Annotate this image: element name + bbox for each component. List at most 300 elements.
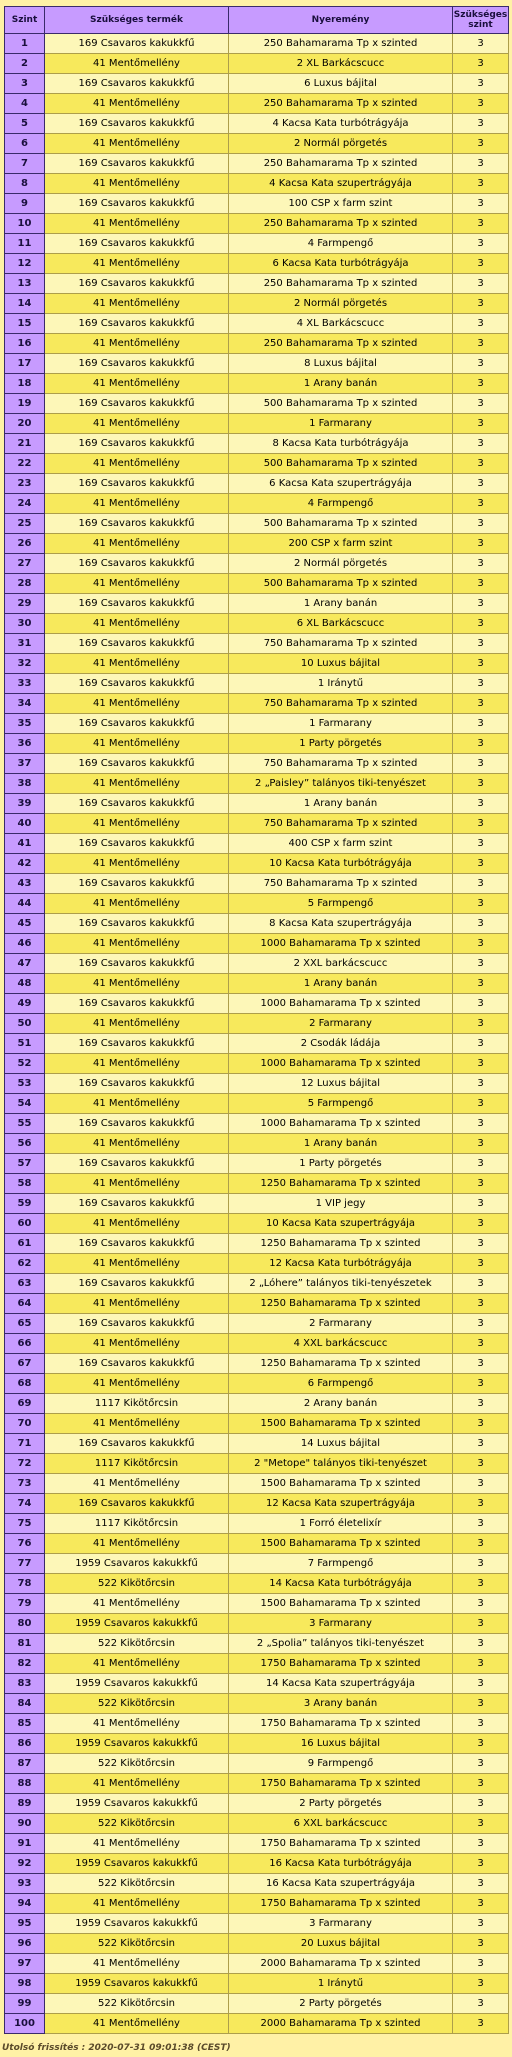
required-level-cell: 3 (453, 754, 509, 774)
level-cell: 65 (5, 1314, 45, 1334)
product-cell: 169 Csavaros kakukkfű (45, 114, 229, 134)
table-row (5, 1794, 509, 1814)
table-row (5, 1874, 509, 1894)
product-cell: 169 Csavaros kakukkfű (45, 1154, 229, 1174)
product-cell: 169 Csavaros kakukkfű (45, 594, 229, 614)
last-updated: Utolsó frissítés : 2020-07-31 09:01:38 (CEST) (2, 2043, 231, 2053)
prize-cell: 1 Arany banán (229, 374, 453, 394)
required-level-cell: 3 (453, 894, 509, 914)
level-cell: 62 (5, 1254, 45, 1274)
product-cell: 169 Csavaros kakukkfű (45, 274, 229, 294)
prize-cell: 2 Csodák ládája (229, 1034, 453, 1054)
prize-cell: 1 Arany banán (229, 794, 453, 814)
product-cell: 169 Csavaros kakukkfű (45, 994, 229, 1014)
required-level-cell: 3 (453, 474, 509, 494)
product-cell: 522 Kikötőrcsin (45, 1874, 229, 1894)
level-cell: 25 (5, 514, 45, 534)
product-cell: 41 Mentőmellény (45, 1174, 229, 1194)
prize-cell: 5 Farmpengő (229, 894, 453, 914)
level-cell: 91 (5, 1834, 45, 1854)
prize-cell: 6 XXL barkácscucc (229, 1814, 453, 1834)
table-row (5, 1634, 509, 1654)
product-cell: 41 Mentőmellény (45, 1894, 229, 1914)
level-cell: 70 (5, 1414, 45, 1434)
product-cell: 1959 Csavaros kakukkfű (45, 1794, 229, 1814)
prize-cell: 250 Bahamarama Tp x szinted (229, 154, 453, 174)
product-cell: 169 Csavaros kakukkfű (45, 674, 229, 694)
prize-cell: 1 Arany banán (229, 594, 453, 614)
required-level-cell: 3 (453, 1214, 509, 1234)
level-cell: 23 (5, 474, 45, 494)
table-row (5, 114, 509, 134)
required-level-cell: 3 (453, 1234, 509, 1254)
prize-cell: 3 Farmarany (229, 1914, 453, 1934)
product-cell: 1117 Kikötőrcsin (45, 1454, 229, 1474)
table-row (5, 734, 509, 754)
required-level-cell: 3 (453, 994, 509, 1014)
level-cell: 68 (5, 1374, 45, 1394)
level-cell: 30 (5, 614, 45, 634)
table-row (5, 314, 509, 334)
required-level-cell: 3 (453, 814, 509, 834)
prize-cell: 1250 Bahamarama Tp x szinted (229, 1234, 453, 1254)
required-level-cell: 3 (453, 514, 509, 534)
level-cell: 66 (5, 1334, 45, 1354)
level-cell: 90 (5, 1814, 45, 1834)
prize-cell: 1250 Bahamarama Tp x szinted (229, 1354, 453, 1374)
level-cell: 52 (5, 1054, 45, 1074)
prize-cell: 750 Bahamarama Tp x szinted (229, 754, 453, 774)
product-cell: 522 Kikötőrcsin (45, 1994, 229, 2014)
table-row (5, 694, 509, 714)
level-cell: 61 (5, 1234, 45, 1254)
product-cell: 41 Mentőmellény (45, 614, 229, 634)
prize-cell: 2 Arany banán (229, 1394, 453, 1414)
table-row (5, 554, 509, 574)
required-level-cell: 3 (453, 1834, 509, 1854)
level-cell: 26 (5, 534, 45, 554)
prize-cell: 2 "Metope" talányos tiki-tenyészet (229, 1454, 453, 1474)
prize-cell: 10 Kacsa Kata turbótrágyája (229, 854, 453, 874)
required-level-cell: 3 (453, 554, 509, 574)
required-level-cell: 3 (453, 314, 509, 334)
product-cell: 41 Mentőmellény (45, 1334, 229, 1354)
table-row (5, 1954, 509, 1974)
table-row (5, 354, 509, 374)
required-level-cell: 3 (453, 1454, 509, 1474)
product-cell: 169 Csavaros kakukkfű (45, 914, 229, 934)
table-row (5, 614, 509, 634)
required-level-cell: 3 (453, 1554, 509, 1574)
table-row (5, 1334, 509, 1354)
required-level-cell: 3 (453, 1974, 509, 1994)
table-row (5, 214, 509, 234)
table-row (5, 1854, 509, 1874)
header-row (5, 7, 509, 34)
level-cell: 12 (5, 254, 45, 274)
table-row (5, 1214, 509, 1234)
product-cell: 522 Kikötőrcsin (45, 1814, 229, 1834)
product-cell: 1117 Kikötőrcsin (45, 1514, 229, 1534)
table-row (5, 1454, 509, 1474)
level-cell: 19 (5, 394, 45, 414)
prize-cell: 6 Kacsa Kata szupertrágyája (229, 474, 453, 494)
level-cell: 78 (5, 1574, 45, 1594)
required-level-cell: 3 (453, 1354, 509, 1374)
table-row (5, 1054, 509, 1074)
required-level-cell: 3 (453, 414, 509, 434)
table-row (5, 34, 509, 54)
product-cell: 522 Kikötőrcsin (45, 1694, 229, 1714)
required-level-cell: 3 (453, 1034, 509, 1054)
prize-cell: 3 Farmarany (229, 1614, 453, 1634)
product-cell: 41 Mentőmellény (45, 534, 229, 554)
required-level-cell: 3 (453, 1414, 509, 1434)
table-row (5, 94, 509, 114)
level-cell: 89 (5, 1794, 45, 1814)
required-level-cell: 3 (453, 194, 509, 214)
required-level-cell: 3 (453, 1854, 509, 1874)
table-row (5, 74, 509, 94)
product-cell: 41 Mentőmellény (45, 1834, 229, 1854)
level-cell: 75 (5, 1514, 45, 1534)
prize-cell: 12 Luxus bájital (229, 1074, 453, 1094)
level-cell: 58 (5, 1174, 45, 1194)
level-cell: 48 (5, 974, 45, 994)
table-row (5, 994, 509, 1014)
required-level-cell: 3 (453, 374, 509, 394)
table-row (5, 1534, 509, 1554)
required-level-cell: 3 (453, 574, 509, 594)
level-cell: 36 (5, 734, 45, 754)
product-cell: 522 Kikötőrcsin (45, 1754, 229, 1774)
table-row (5, 1914, 509, 1934)
table-row (5, 514, 509, 534)
table-row (5, 654, 509, 674)
product-cell: 169 Csavaros kakukkfű (45, 154, 229, 174)
level-cell: 53 (5, 1074, 45, 1094)
table-row (5, 634, 509, 654)
product-cell: 41 Mentőmellény (45, 774, 229, 794)
prize-cell: 250 Bahamarama Tp x szinted (229, 214, 453, 234)
prize-cell: 1500 Bahamarama Tp x szinted (229, 1414, 453, 1434)
level-cell: 69 (5, 1394, 45, 1414)
prize-cell: 2 „Paisley” talányos tiki-tenyészet (229, 774, 453, 794)
prize-cell: 2 „Spolia” talányos tiki-tenyészet (229, 1634, 453, 1654)
required-level-cell: 3 (453, 734, 509, 754)
prize-cell: 14 Kacsa Kata szupertrágyája (229, 1674, 453, 1694)
prize-cell: 12 Kacsa Kata turbótrágyája (229, 1254, 453, 1274)
required-level-cell: 3 (453, 1514, 509, 1534)
product-cell: 41 Mentőmellény (45, 254, 229, 274)
prize-cell: 1750 Bahamarama Tp x szinted (229, 1774, 453, 1794)
level-cell: 50 (5, 1014, 45, 1034)
product-cell: 41 Mentőmellény (45, 1594, 229, 1614)
product-cell: 41 Mentőmellény (45, 1714, 229, 1734)
prize-cell: 4 XXL barkácscucc (229, 1334, 453, 1354)
prize-cell: 1 Forró életelixír (229, 1514, 453, 1534)
table-body (5, 34, 509, 2034)
level-cell: 100 (5, 2014, 45, 2034)
prize-cell: 1 Iránytű (229, 1974, 453, 1994)
prize-cell: 7 Farmpengő (229, 1554, 453, 1574)
required-level-cell: 3 (453, 1494, 509, 1514)
table-row (5, 1354, 509, 1374)
product-cell: 1959 Csavaros kakukkfű (45, 1614, 229, 1634)
required-level-cell: 3 (453, 714, 509, 734)
level-cell: 11 (5, 234, 45, 254)
product-cell: 41 Mentőmellény (45, 1534, 229, 1554)
product-cell: 169 Csavaros kakukkfű (45, 874, 229, 894)
product-cell: 169 Csavaros kakukkfű (45, 1194, 229, 1214)
product-cell: 169 Csavaros kakukkfű (45, 194, 229, 214)
product-cell: 169 Csavaros kakukkfű (45, 234, 229, 254)
level-cell: 73 (5, 1474, 45, 1494)
required-level-cell: 3 (453, 614, 509, 634)
table-row (5, 594, 509, 614)
required-level-cell: 3 (453, 94, 509, 114)
level-cell: 47 (5, 954, 45, 974)
required-level-cell: 3 (453, 794, 509, 814)
prize-cell: 1 Party pörgetés (229, 1154, 453, 1174)
table-row (5, 934, 509, 954)
required-level-cell: 3 (453, 634, 509, 654)
level-cell: 2 (5, 54, 45, 74)
table-row (5, 714, 509, 734)
prize-cell: 4 Kacsa Kata szupertrágyája (229, 174, 453, 194)
product-cell: 1959 Csavaros kakukkfű (45, 1854, 229, 1874)
level-cell: 32 (5, 654, 45, 674)
product-cell: 169 Csavaros kakukkfű (45, 354, 229, 374)
table-row (5, 754, 509, 774)
level-cell: 16 (5, 334, 45, 354)
prize-cell: 2000 Bahamarama Tp x szinted (229, 1954, 453, 1974)
table-row (5, 574, 509, 594)
product-cell: 169 Csavaros kakukkfű (45, 1074, 229, 1094)
product-cell: 41 Mentőmellény (45, 974, 229, 994)
prize-cell: 1750 Bahamarama Tp x szinted (229, 1894, 453, 1914)
product-cell: 41 Mentőmellény (45, 1414, 229, 1434)
level-cell: 87 (5, 1754, 45, 1774)
required-level-cell: 3 (453, 1254, 509, 1274)
required-level-cell: 3 (453, 1114, 509, 1134)
prize-cell: 14 Luxus bájital (229, 1434, 453, 1454)
required-level-cell: 3 (453, 234, 509, 254)
table-row (5, 1234, 509, 1254)
required-level-cell: 3 (453, 1694, 509, 1714)
required-level-cell: 3 (453, 1374, 509, 1394)
table-row (5, 1754, 509, 1774)
table-row (5, 1574, 509, 1594)
prize-cell: 16 Kacsa Kata szupertrágyája (229, 1874, 453, 1894)
required-level-cell: 3 (453, 214, 509, 234)
level-cell: 18 (5, 374, 45, 394)
product-cell: 169 Csavaros kakukkfű (45, 634, 229, 654)
rewards-table (4, 6, 509, 2034)
product-cell: 522 Kikötőrcsin (45, 1634, 229, 1654)
required-level-cell: 3 (453, 434, 509, 454)
required-level-cell: 3 (453, 74, 509, 94)
level-cell: 41 (5, 834, 45, 854)
required-level-cell: 3 (453, 594, 509, 614)
level-cell: 72 (5, 1454, 45, 1474)
level-cell: 88 (5, 1774, 45, 1794)
required-level-cell: 3 (453, 1314, 509, 1334)
required-level-cell: 3 (453, 294, 509, 314)
level-cell: 63 (5, 1274, 45, 1294)
table-row (5, 814, 509, 834)
level-cell: 38 (5, 774, 45, 794)
product-cell: 41 Mentőmellény (45, 1374, 229, 1394)
level-cell: 13 (5, 274, 45, 294)
required-level-cell: 3 (453, 174, 509, 194)
table-row (5, 1154, 509, 1174)
header-prize: Nyeremény (229, 7, 453, 34)
prize-cell: 2 XL Barkácscucc (229, 54, 453, 74)
level-cell: 76 (5, 1534, 45, 1554)
level-cell: 83 (5, 1674, 45, 1694)
table-row (5, 294, 509, 314)
product-cell: 41 Mentőmellény (45, 934, 229, 954)
required-level-cell: 3 (453, 54, 509, 74)
prize-cell: 250 Bahamarama Tp x szinted (229, 274, 453, 294)
required-level-cell: 3 (453, 1894, 509, 1914)
product-cell: 41 Mentőmellény (45, 374, 229, 394)
product-cell: 1959 Csavaros kakukkfű (45, 1674, 229, 1694)
prize-cell: 2 Farmarany (229, 1314, 453, 1334)
level-cell: 40 (5, 814, 45, 834)
level-cell: 45 (5, 914, 45, 934)
level-cell: 6 (5, 134, 45, 154)
required-level-cell: 3 (453, 534, 509, 554)
level-cell: 95 (5, 1914, 45, 1934)
product-cell: 41 Mentőmellény (45, 1094, 229, 1114)
table-row (5, 234, 509, 254)
product-cell: 41 Mentőmellény (45, 134, 229, 154)
prize-cell: 9 Farmpengő (229, 1754, 453, 1774)
product-cell: 41 Mentőmellény (45, 1134, 229, 1154)
prize-cell: 2 Normál pörgetés (229, 294, 453, 314)
table-row (5, 774, 509, 794)
required-level-cell: 3 (453, 1434, 509, 1454)
required-level-cell: 3 (453, 1734, 509, 1754)
table-row (5, 474, 509, 494)
level-cell: 98 (5, 1974, 45, 1994)
required-level-cell: 3 (453, 334, 509, 354)
table-row (5, 1894, 509, 1914)
level-cell: 60 (5, 1214, 45, 1234)
product-cell: 41 Mentőmellény (45, 454, 229, 474)
required-level-cell: 3 (453, 834, 509, 854)
prize-cell: 4 Farmpengő (229, 494, 453, 514)
level-cell: 94 (5, 1894, 45, 1914)
product-cell: 41 Mentőmellény (45, 1054, 229, 1074)
product-cell: 41 Mentőmellény (45, 654, 229, 674)
product-cell: 1959 Csavaros kakukkfű (45, 1974, 229, 1994)
product-cell: 522 Kikötőrcsin (45, 1574, 229, 1594)
product-cell: 169 Csavaros kakukkfű (45, 754, 229, 774)
product-cell: 41 Mentőmellény (45, 1254, 229, 1274)
prize-cell: 1 Party pörgetés (229, 734, 453, 754)
product-cell: 169 Csavaros kakukkfű (45, 514, 229, 534)
level-cell: 31 (5, 634, 45, 654)
table-row (5, 1194, 509, 1214)
required-level-cell: 3 (453, 1074, 509, 1094)
table-row (5, 1274, 509, 1294)
required-level-cell: 3 (453, 1534, 509, 1554)
level-cell: 43 (5, 874, 45, 894)
level-cell: 81 (5, 1634, 45, 1654)
table-row (5, 414, 509, 434)
required-level-cell: 3 (453, 1194, 509, 1214)
prize-cell: 100 CSP x farm szint (229, 194, 453, 214)
prize-cell: 1 VIP jegy (229, 1194, 453, 1214)
product-cell: 169 Csavaros kakukkfű (45, 1274, 229, 1294)
table-row (5, 1994, 509, 2014)
required-level-cell: 3 (453, 954, 509, 974)
required-level-cell: 3 (453, 494, 509, 514)
table-row (5, 1934, 509, 1954)
header-product: Szükséges termék (45, 7, 229, 34)
required-level-cell: 3 (453, 914, 509, 934)
prize-cell: 6 Kacsa Kata turbótrágyája (229, 254, 453, 274)
product-cell: 41 Mentőmellény (45, 814, 229, 834)
level-cell: 97 (5, 1954, 45, 1974)
table-row (5, 1314, 509, 1334)
table-row (5, 1814, 509, 1834)
prize-cell: 1750 Bahamarama Tp x szinted (229, 1834, 453, 1854)
table-row (5, 954, 509, 974)
prize-cell: 2 Normál pörgetés (229, 134, 453, 154)
table-row (5, 1294, 509, 1314)
level-cell: 57 (5, 1154, 45, 1174)
table-row (5, 274, 509, 294)
product-cell: 41 Mentőmellény (45, 1294, 229, 1314)
level-cell: 20 (5, 414, 45, 434)
table-row (5, 1554, 509, 1574)
product-cell: 41 Mentőmellény (45, 574, 229, 594)
product-cell: 169 Csavaros kakukkfű (45, 1034, 229, 1054)
prize-cell: 1 Arany banán (229, 974, 453, 994)
required-level-cell: 3 (453, 1934, 509, 1954)
prize-cell: 3 Arany banán (229, 1694, 453, 1714)
required-level-cell: 3 (453, 874, 509, 894)
required-level-cell: 3 (453, 1654, 509, 1674)
level-cell: 55 (5, 1114, 45, 1134)
level-cell: 22 (5, 454, 45, 474)
product-cell: 41 Mentőmellény (45, 294, 229, 314)
prize-cell: 1500 Bahamarama Tp x szinted (229, 1474, 453, 1494)
level-cell: 15 (5, 314, 45, 334)
required-level-cell: 3 (453, 1134, 509, 1154)
product-cell: 169 Csavaros kakukkfű (45, 1314, 229, 1334)
level-cell: 7 (5, 154, 45, 174)
product-cell: 169 Csavaros kakukkfű (45, 1114, 229, 1134)
product-cell: 169 Csavaros kakukkfű (45, 74, 229, 94)
prize-cell: 750 Bahamarama Tp x szinted (229, 634, 453, 654)
prize-cell: 6 Farmpengő (229, 1374, 453, 1394)
level-cell: 51 (5, 1034, 45, 1054)
level-cell: 5 (5, 114, 45, 134)
required-level-cell: 3 (453, 1814, 509, 1834)
required-level-cell: 3 (453, 254, 509, 274)
required-level-cell: 3 (453, 1294, 509, 1314)
level-cell: 64 (5, 1294, 45, 1314)
prize-cell: 500 Bahamarama Tp x szinted (229, 454, 453, 474)
level-cell: 28 (5, 574, 45, 594)
level-cell: 56 (5, 1134, 45, 1154)
table-row (5, 894, 509, 914)
